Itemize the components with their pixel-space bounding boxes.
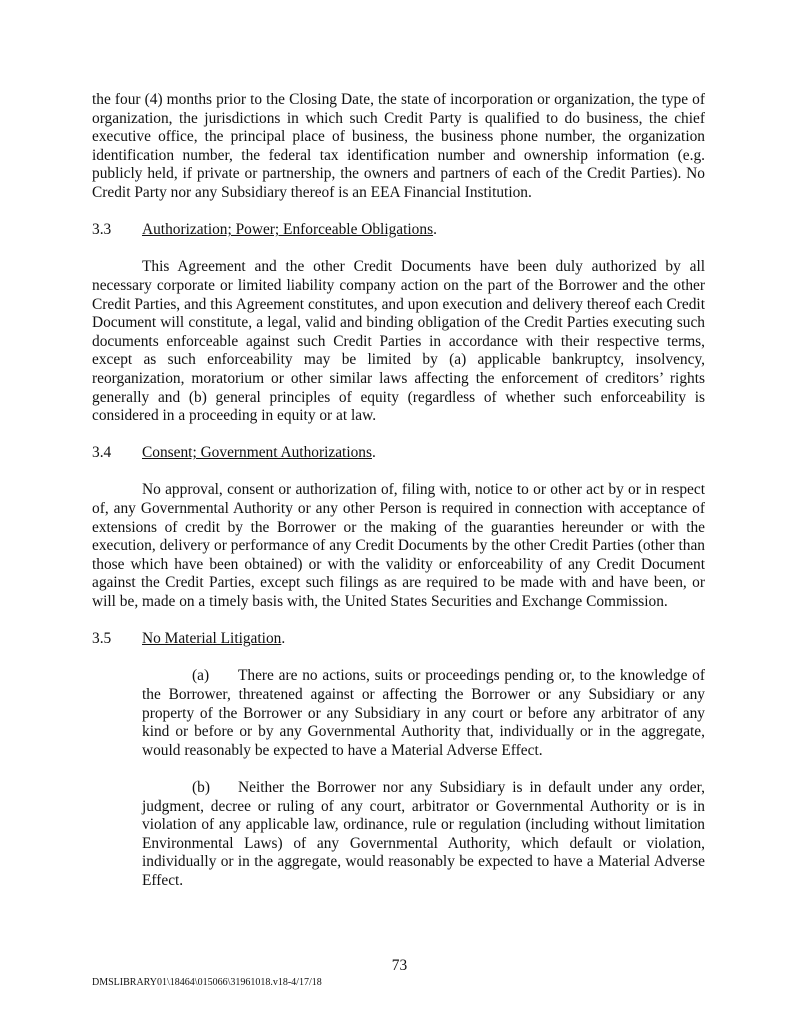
section-heading-3-5 [92, 630, 705, 649]
clause-text: There are no actions, suits or proceedings pending or, to the knowledge of the Borrower, threatened against or affecting the Borrower or any Subsidiary or any property of the Borrower or any Subsidiary in any court or before any arbitrator of any kind or before or by any Governmental Authority that, individually or in the aggregate, would reasonably be expected to have a Material Adverse Effect. [142, 667, 705, 759]
section-number: 3.4 [92, 444, 112, 462]
clause-label: (a) [192, 667, 210, 685]
section-3-4-body: No approval, consent or authorization of, filing with, notice to or other act by or in respect of, any Governmental Authority or any other Person is required in connection with acceptance of extensions of credit by the Borrower or the making of the guaranties hereunder or with the execution, delivery or performance of any Credit Documents by the other Credit Parties (other than those which have been obtained) or with the validity or enforceability of any Credit Document against the Credit Parties, except such filings as are required to be made with and have been, or will be, made on a timely basis with, the United States Securities and Exchange Commission. [92, 481, 705, 611]
section-title: Consent; Government Authorizations [142, 444, 372, 462]
section-title: Authorization; Power; Enforceable Obligations [142, 221, 434, 239]
period: . [371, 444, 376, 462]
section-heading-3-4 [92, 444, 705, 463]
section-heading-3-3 [92, 221, 705, 240]
clause-b [142, 779, 705, 891]
document-footer-id: DMSLIBRARY01\18464\015066\31961018.v18-4/17/18 [92, 977, 322, 988]
period: . [433, 221, 437, 239]
clause-a [142, 667, 705, 760]
section-3-3-body: This Agreement and the other Credit Documents have been duly authorized by all necessary corporate or limited liability company action on the part of the Borrower and the other Credit Parties, and this Agreement constitutes, and upon execution and delivery thereof each Credit Document will constitute, a legal, valid and binding obligation of the Credit Parties executing such documents enforceable against such Credit Parties in accordance with their respective terms, except as such enforceability may be limited by (a) applicable bankruptcy, insolvency, reorganization, moratorium or other similar laws affecting the enforcement of creditors’ rights generally and (b) general principles of equity (regardless of whether such enforceability is considered in a proceeding in equity or at law. [92, 258, 705, 425]
period: . [281, 630, 286, 648]
clause-label: (b) [192, 778, 210, 796]
clause-text: Neither the Borrower nor any Subsidiary is in default under any order, judgment, decree or ruling of any court, arbitrator or Governmental Authority or is in violation of any applicable law, ordinance, rule or regulation (including without limitation Environmental Laws) of any Governmental Authority, which default or violation, individually or in the aggregate, would reasonably be expected to have a Material Adverse Effect. [142, 778, 705, 889]
intro-paragraph: the four (4) months prior to the Closing Date, the state of incorporation or organization, the type of organization, the jurisdictions in which such Credit Party is qualified to do business, the chief executive office, the principal place of business, the business phone number, the organization identification number, the federal tax identification number and ownership information (e.g. publicly held, if private or partnership, the owners and partners of each of the Credit Parties). No Credit Party nor any Subsidiary thereof is an EEA Financial Institution. [92, 91, 705, 201]
section-number: 3.5 [92, 630, 112, 648]
section-title: No Material Litigation [142, 630, 282, 648]
page-number: 73 [391, 957, 408, 974]
document-body [92, 91, 705, 909]
section-number: 3.3 [92, 221, 112, 239]
